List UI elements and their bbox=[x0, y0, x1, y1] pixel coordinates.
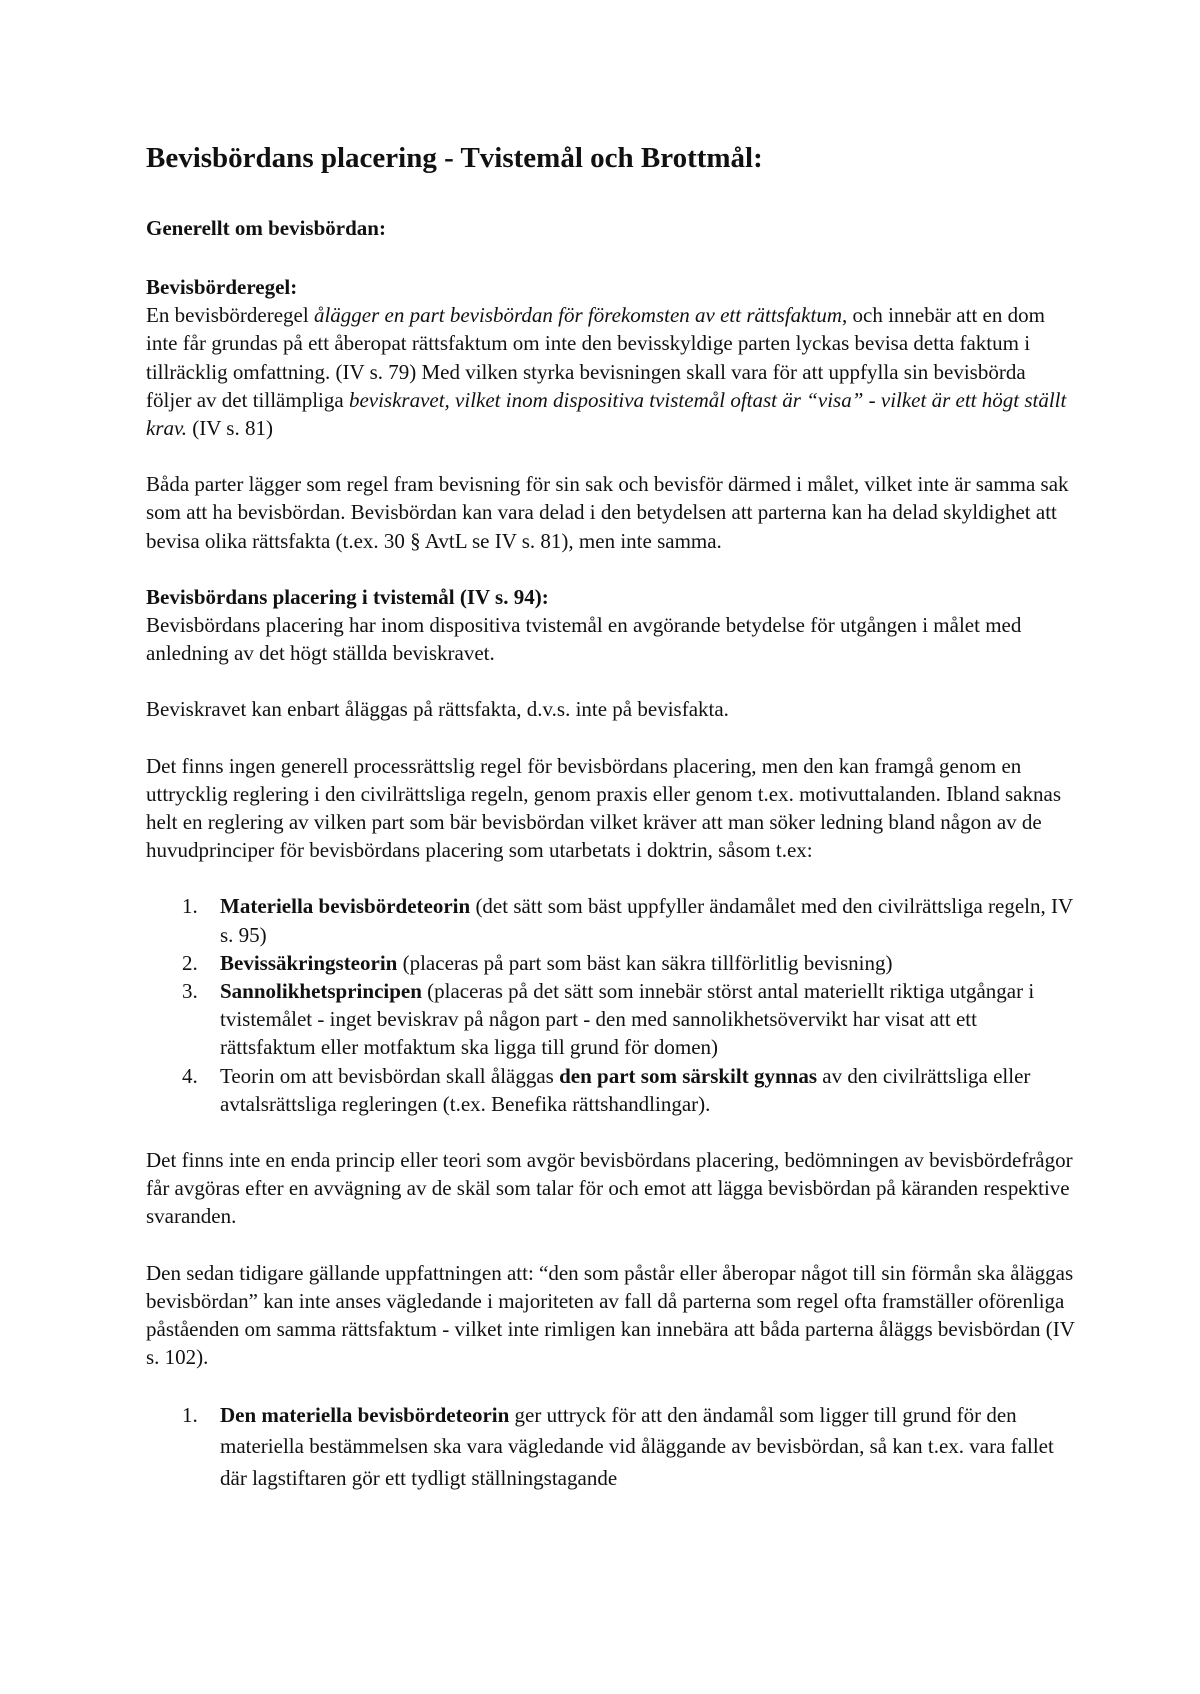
list-number: 1. bbox=[182, 894, 198, 919]
list-item bbox=[146, 949, 1076, 977]
paragraph-bevisborderegel bbox=[146, 273, 1076, 442]
list-item-term: Sannolikhetsprincipen bbox=[220, 979, 422, 1004]
text-run: En bevisbörderegel bbox=[146, 303, 314, 328]
document-title: Bevisbördans placering - Tvistemål och Brottmål: bbox=[146, 142, 763, 174]
list-item-term: Materiella bevisbördeteorin bbox=[220, 894, 471, 919]
italic-text-run: ålägger en part bevisbördan för förekomsten av ett rättsfaktum bbox=[313, 303, 842, 328]
section-heading: Generellt om bevisbördan: bbox=[146, 216, 386, 240]
list-item-term: Den materiella bevisbördeteorin bbox=[220, 1402, 510, 1427]
paragraph-bada-parter: Båda parter lägger som regel fram bevisning för sin sak och bevisför därmed i målet, vilket inte är samma sak som att ha bevisbördan. Bevisbördan kan vara delad i den betydelsen att parterna kan ha delad skyldighet att bevisa olika rättsfakta (t.ex. 30 § AvtL se IV s. 81), men inte samma. bbox=[146, 472, 1069, 553]
list-item-text: ger uttryck för att den ändamål som ligger till grund för den materiella bestämmelsen ska vara vägledande vid åläggande av bevisbördan, så kan t.ex. vara fallet där lagstiftaren gör ett tydligt ställningstagande bbox=[220, 1402, 1054, 1490]
list-item bbox=[146, 892, 1076, 948]
paragraph-heading: Bevisbörderegel: bbox=[146, 275, 298, 299]
list-item-text: (placeras på part som bäst kan säkra tillförlitlig bevisning) bbox=[397, 950, 893, 975]
list-number: 1. bbox=[182, 1402, 198, 1427]
theory-list bbox=[146, 1400, 1076, 1495]
list-item-text: (placeras på det sätt som innebär störst antal materiellt riktiga utgångar i tvistemålet - inget beviskrav på någon part - den med sannolikhetsövervikt har visat att ett rättsfaktum eller motfaktum ska ligga till grund för domen) bbox=[220, 979, 1035, 1060]
paragraph-ingen-enda-princip: Det finns inte en enda princip eller teori som avgör bevisbördans placering, bedömningen av bevisbördefrågor får avgöras efter en avvägning av de skäl som talar för och emot att lägga bevisbördan på käranden respektive svaranden. bbox=[146, 1148, 1073, 1229]
list-item bbox=[146, 977, 1076, 1062]
document-page bbox=[146, 140, 1076, 1522]
list-number: 3. bbox=[182, 979, 198, 1004]
list-item bbox=[146, 1062, 1076, 1118]
list-item bbox=[146, 1400, 1076, 1495]
paragraph-heading: Bevisbördans placering i tvistemål (IV s. 94): bbox=[146, 584, 549, 609]
text-run: , och innebär att en dom inte får grundas på ett åberopat rättsfaktum om inte den bevisskyldige parten lyckas bevisa detta faktum i tillräcklig omfattning. (IV s. 79) Med vilken styrka bevisningen skall vara för att uppfylla sin bevisbörda följer av det tillämpliga bbox=[146, 303, 1045, 412]
list-item-text: av den civilrättsliga eller avtalsrättsliga regleringen (t.ex. Benefika rättshandlingar). bbox=[220, 1063, 1031, 1116]
list-item-term: den part som särskilt gynnas bbox=[559, 1063, 817, 1088]
paragraph-ingen-generell-regel: Det finns ingen generell processrättslig regel för bevisbördans placering, men den kan framgå genom en uttrycklig reglering i den civilrättsliga regeln, genom praxis eller genom t.ex. motivuttalanden. Ibland saknas helt en reglering av vilken part som bär bevisbördan vilket kräver att man söker ledning bland någon av de huvudprinciper för bevisbördans placering som utarbetats i doktrin, såsom t.ex: bbox=[146, 753, 1061, 863]
principles-list bbox=[146, 892, 1076, 1118]
text-run: Bevisbördans placering har inom dispositiva tvistemål en avgörande betydelse för utgången i målet med anledning av det högt ställda beviskravet. bbox=[146, 613, 1022, 666]
list-item-term: Bevissäkringsteorin bbox=[220, 950, 398, 975]
list-number: 4. bbox=[182, 1063, 198, 1088]
paragraph-tvistemal bbox=[146, 583, 1076, 668]
paragraph-beviskravet: Beviskravet kan enbart åläggas på rättsfakta, d.v.s. inte på bevisfakta. bbox=[146, 697, 729, 722]
list-number: 2. bbox=[182, 950, 198, 975]
italic-text-run: beviskravet, vilket inom dispositiva tvistemål oftast är “visa” - vilket är ett högt ställt krav. bbox=[146, 387, 1067, 441]
paragraph-tidigare-uppfattning: Den sedan tidigare gällande uppfattningen att: “den som påstår eller åberopar något till sin förmån ska åläggas bevisbördan” kan inte anses vägledande i majoriteten av fall då parterna som regel ofta framställer oförenliga påståenden om samma rättsfaktum - vilket inte rimligen kan innebära att båda parterna åläggs bevisbördan (IV s. 102). bbox=[146, 1260, 1075, 1370]
list-item-text: Teorin om att bevisbördan skall åläggas bbox=[220, 1063, 560, 1088]
text-run: (IV s. 81) bbox=[187, 416, 273, 441]
list-item-text: (det sätt som bäst uppfyller ändamålet med den civilrättsliga regeln, IV s. 95) bbox=[220, 894, 1073, 947]
